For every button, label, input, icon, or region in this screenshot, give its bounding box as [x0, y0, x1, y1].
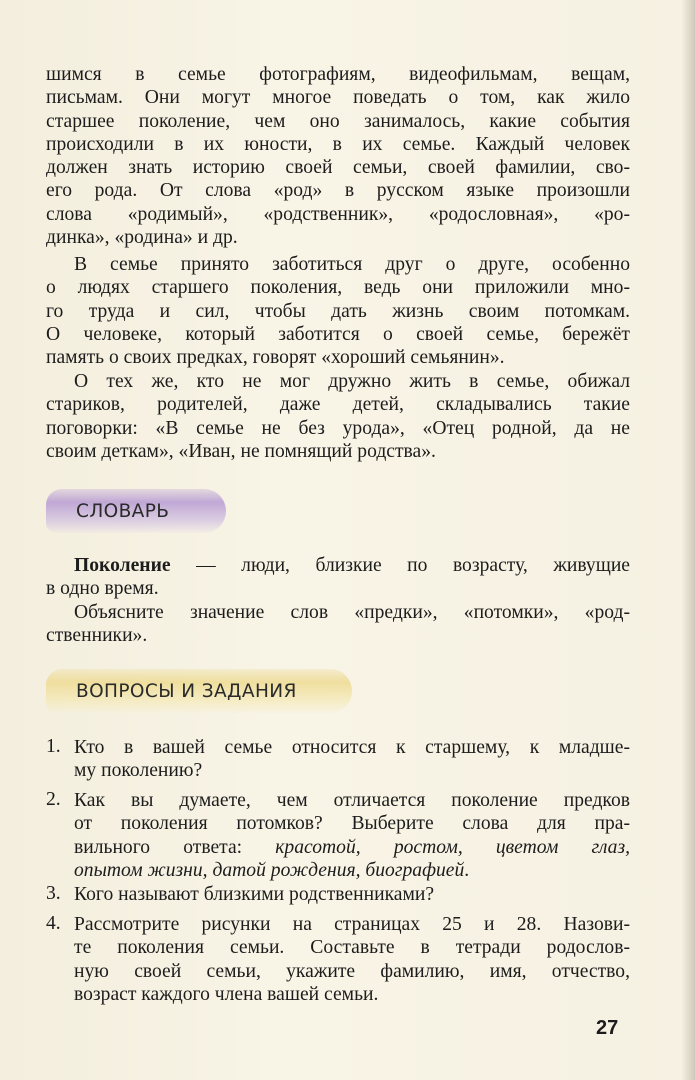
text-line: Как вы думаете, чем отличается поколение предков	[74, 790, 630, 811]
sayings-paragraph	[46, 370, 630, 463]
text-line: О человеке, который заботится о своей семье, бережёт	[46, 323, 630, 345]
text-line: Кого называют близкими родственниками?	[74, 884, 435, 905]
text-line: его рода. От слова «род» в русском языке произошли	[46, 180, 630, 202]
text-line: старшее поколение, чем оно занималось, какие события	[46, 110, 630, 132]
text-line: поговорки: «В семье не без урода», «Отец родной, да не	[46, 417, 630, 439]
question-item	[74, 736, 630, 783]
vocabulary-definition	[46, 554, 630, 601]
text-line: Кто в вашей семье относится к старшему, к младше-	[74, 737, 630, 758]
question-number: 3.	[46, 883, 61, 904]
vocabulary-definition-text: — люди, близкие по возрасту, живущие	[170, 555, 630, 576]
text-line: от поколения потомков? Выберите слова для пра-	[74, 813, 630, 835]
text-line: стариков, родителей, даже детей, складывались такие	[46, 394, 630, 416]
text-line: память о своих предках, говорят «хороший семьянин».	[46, 347, 505, 369]
text-line: Объясните значение слов «предки», «потомки», «род-	[74, 602, 630, 623]
intro-paragraph	[46, 63, 630, 249]
text-fragment: вильного ответа:	[74, 836, 276, 858]
text-line: о людях старшего поколения, ведь они приложили мно-	[46, 277, 630, 299]
questions-heading: ВОПРОСЫ И ЗАДАНИЯ	[76, 680, 297, 702]
text-line: Рассмотрите рисунки на страницах 25 и 28. Назови-	[74, 914, 630, 935]
questions-heading-banner	[46, 669, 352, 713]
text-line: му поколению?	[74, 760, 203, 782]
question-number: 2.	[46, 789, 61, 810]
text-line: слова «родимый», «родственник», «родословная», «ро-	[46, 203, 630, 225]
question-item	[74, 883, 630, 906]
question-number: 1.	[46, 736, 61, 757]
text-line: динка», «родина» и др.	[46, 227, 238, 249]
text-line: ную своей семьи, укажите фамилию, имя, отчество,	[74, 960, 630, 982]
text-line: происходили в их юности, в их семье. Каждый человек	[46, 133, 630, 155]
italic-options: опытом жизни, датой рождения, биографией	[74, 859, 465, 881]
text-line: письмам. Они могут многое поведать о том, как жило	[46, 87, 630, 109]
text-fragment: .	[464, 859, 470, 881]
text-line: должен знать историю своей семьи, своей фамилии, сво-	[46, 157, 630, 179]
text-line: В семье принято заботиться друг о друге, особенно	[74, 254, 630, 275]
vocabulary-heading: СЛОВАРЬ	[76, 500, 170, 522]
vocabulary-term: Поколение	[74, 555, 171, 576]
question-item	[74, 913, 630, 1006]
text-line: те поколения семьи. Составьте в тетради родослов-	[74, 937, 630, 959]
text-line: шимся в семье фотографиям, видеофильмам, вещам,	[46, 64, 630, 85]
text-line: го труда и сил, чтобы дать жизнь своим потомкам.	[46, 300, 630, 322]
page-number: 27	[596, 1017, 619, 1039]
question-number: 4.	[46, 913, 61, 934]
vocabulary-heading-banner	[46, 489, 226, 533]
text-line: в одно время.	[46, 578, 159, 600]
italic-options: красотой, ростом, цветом глаз,	[275, 836, 630, 858]
text-line: возраст каждого члена вашей семьи.	[74, 983, 379, 1005]
family-care-paragraph	[46, 253, 630, 369]
text-line: ственники».	[46, 625, 148, 647]
vocabulary-task	[46, 601, 630, 648]
text-line: своим деткам», «Иван, не помнящий родства».	[46, 440, 436, 462]
text-line: О тех же, кто не мог дружно жить в семье, обижал	[74, 371, 630, 392]
question-item	[74, 789, 630, 882]
